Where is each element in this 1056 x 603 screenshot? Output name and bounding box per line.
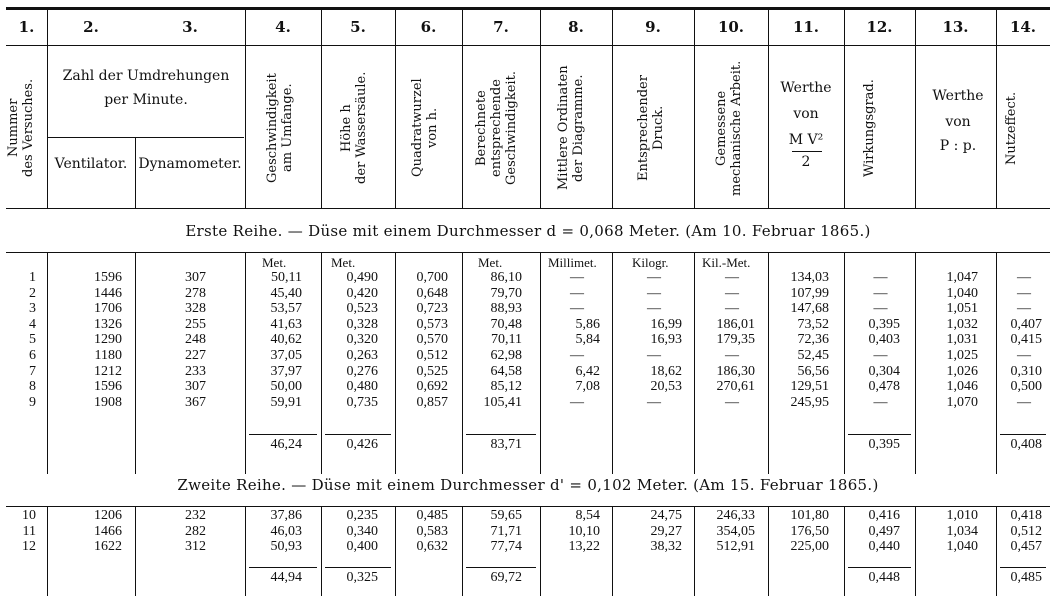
series2-row-cell: 246,33 [716,508,755,523]
series1-row-cell: 186,30 [716,363,755,379]
series2-row-cell: 176,50 [790,523,829,539]
series1-row-cell: 129,51 [790,379,829,395]
series2-row-cell: 29,27 [650,523,682,539]
series1-row-cell: — [725,394,739,410]
series1-row-cell: 0,735 [346,394,378,410]
series1-row-cell: 1212 [94,363,122,379]
series2-mean-underline [1000,567,1046,568]
series1-row-cell: 79,70 [490,285,522,301]
series1-row-cell: 255 [185,316,206,332]
column-divider [694,252,695,474]
column-divider [47,252,48,474]
series2-row-cell: 232 [185,508,206,523]
series2-mean-underline [466,567,536,568]
series1-row-cell: 0,320 [346,332,378,348]
series2-row-cell: 1466 [94,523,122,539]
column-number-rule [6,45,1050,46]
column-divider [395,506,396,596]
header-mv2-werthe: Werthe [780,80,832,96]
series2-row-cell: 37,86 [270,508,302,523]
series1-row-cell: 59,91 [270,394,302,410]
series1-row-cell: — [873,270,888,285]
column-divider [245,252,246,474]
series2-mean-underline [249,567,317,568]
series1-row-cell: 0,478 [868,379,900,395]
column-divider [540,506,541,596]
header-calculated-speed: Berechnete entsprechende Geschwindigkeit. [474,71,519,185]
column-divider [321,10,322,208]
series1-row-cell: 9 [29,394,36,410]
unit-work: Kil.-Met. [702,255,751,270]
series1-row-cell: 1,032 [946,316,978,332]
header-pp-von: von [945,114,971,130]
series2-row-cell: 10,10 [568,523,600,539]
series1-row-cell: 134,03 [790,270,829,285]
series2-mean-value: 69,72 [490,570,522,585]
header-pressure: Entsprechender Druck. [636,75,666,181]
series1-row-cell: — [725,348,739,363]
column-divider [245,506,246,596]
column-divider [996,506,997,596]
series1-row-cell: 179,35 [716,332,755,348]
series1-row-cell: 0,692 [416,379,448,395]
series1-row-cell: 1596 [94,379,122,395]
series1-mean-value: 83,71 [490,437,522,452]
column-number: 5. [350,18,366,36]
series1-row-cell: 0,415 [1010,332,1042,348]
series1-row-cell: 307 [185,379,206,395]
series2-row-cell: 1,010 [946,508,978,523]
series1-row-cell: 1,026 [946,363,978,379]
series1-row-cell: 37,05 [270,348,302,363]
series1-row-cell: 1326 [94,316,122,332]
header-useful-effect: Nutzeffect. [1004,91,1019,165]
series1-row-cell: 1908 [94,394,122,410]
series1-row-cell: 1,025 [946,348,978,363]
series1-row-cell: 0,523 [346,301,378,317]
unit-calc-speed: Met. [478,255,503,270]
header-diagram-ordinates: Mittlere Ordinaten der Diagramme. [556,65,586,191]
series2-row-cell: 77,74 [490,539,522,555]
series2-row-cell: 0,583 [416,523,448,539]
column-number: 1. [18,18,35,36]
series1-row-cell: 278 [185,285,206,301]
series1-row-cell: 1706 [94,301,122,317]
series1-row-cell: — [647,394,661,410]
series1-row-cell: 1,040 [946,285,978,301]
series2-row-cell: 10 [22,508,36,523]
column-divider [694,10,695,208]
series2-row-cell: 1,034 [946,523,978,539]
series1-row-cell: — [725,285,739,301]
series2-row-cell: 1,040 [946,539,978,555]
series1-row-cell: — [1017,394,1031,410]
series2-mean-value: 0,485 [1010,570,1042,585]
series1-row-cell: — [570,285,584,301]
series1-row-cell: 41,63 [270,316,302,332]
series1-row-cell: 62,98 [490,348,522,363]
column-number: 2. [83,18,99,36]
series1-row-cell: 0,310 [1010,363,1042,379]
column-divider [462,252,463,474]
series1-row-cell: 56,56 [797,363,829,379]
series1-row-cell: 72,36 [797,332,829,348]
column-divider [996,10,997,208]
series2-mean-underline [325,567,391,568]
header-mv2-formula: M V² [788,132,824,148]
series1-row-cell: 0,500 [1010,379,1042,395]
series2-row-cell: 0,457 [1010,539,1042,555]
series1-mean-underline [249,434,317,435]
series1-row-cell: 5 [29,332,36,348]
series1-row-cell: — [1017,348,1031,363]
series2-row-cell: 354,05 [716,523,755,539]
series2-mean-value: 44,94 [270,570,302,585]
series1-row-cell: — [873,301,888,317]
column-divider [135,506,136,596]
column-number: 12. [866,18,893,36]
series2-row-cell: 50,93 [270,539,302,555]
series2-row-cell: 0,512 [1010,523,1042,539]
column-number: 6. [420,18,437,36]
column-divider [462,10,463,208]
series1-row-cell: 50,11 [271,270,302,285]
column-divider [395,252,396,474]
series2-row-cell: 0,440 [868,539,900,555]
series1-title: Erste Reihe. — Düse mit einem Durchmesser d = 0,068 Meter. (Am 10. Februar 1865.) [185,222,871,240]
series1-row-cell: 227 [185,348,206,363]
column-divider [844,506,845,596]
series2-row-cell: 38,32 [650,539,682,555]
series1-row-cell: 70,48 [490,316,522,332]
column-number: 13. [942,18,969,36]
series1-row-cell: 186,01 [716,316,755,332]
series1-row-cell: 5,84 [575,332,600,348]
top-rule [6,7,1050,10]
column-divider [612,252,613,474]
series1-row-cell: 0,490 [346,270,378,285]
series1-row-cell: — [570,394,584,410]
series1-mean-underline [466,434,536,435]
series2-mean-value: 0,325 [346,570,378,585]
column-divider [47,506,48,596]
column-divider [135,252,136,474]
series1-row-cell: 70,11 [491,332,522,348]
series1-row-cell: 18,62 [650,363,682,379]
series1-row-cell: — [647,348,661,363]
series1-row-cell: 45,40 [270,285,302,301]
series2-mean-underline [848,567,911,568]
column-divider [321,252,322,474]
column-divider [996,252,997,474]
series2-row-cell: 12 [22,539,36,555]
series1-row-cell: — [873,394,888,410]
series1-row-cell: 328 [185,301,206,317]
series1-row-cell: 1,046 [946,379,978,395]
series1-mean-value: 0,395 [868,437,900,452]
series1-row-cell: 0,263 [346,348,378,363]
column-divider [540,252,541,474]
series1-row-cell: 307 [185,270,206,285]
series1-row-cell: 248 [185,332,206,348]
column-divider [844,252,845,474]
series2-row-cell: 71,71 [490,523,522,539]
series1-mean-value: 0,426 [346,437,378,452]
header-measured-work: Gemessene mechanische Arbeit. [714,60,744,196]
column-number: 7. [493,18,509,36]
column-number: 11. [792,18,820,36]
series1-row-cell: 7 [29,363,36,379]
unit-ordinate: Millimet. [548,255,597,270]
series2-row-cell: 13,22 [568,539,600,555]
series1-row-cell: 0,395 [868,316,900,332]
column-divider [915,252,916,474]
series1-row-cell: 53,57 [270,301,302,317]
series1-row-cell: 0,304 [868,363,900,379]
series2-row-cell: 1206 [94,508,122,523]
series1-row-cell: 0,276 [346,363,378,379]
series1-row-cell: 0,525 [416,363,448,379]
series2-row-cell: 11 [22,523,36,539]
series1-row-cell: — [1017,301,1031,317]
series1-row-cell: 40,62 [270,332,302,348]
column-number: 10. [717,18,745,36]
series1-row-cell: — [647,301,661,317]
header-peripheral-speed: Geschwindigkeit am Umfange. [265,73,295,183]
series1-row-cell: 107,99 [790,285,829,301]
series1-row-cell: 0,420 [346,285,378,301]
series1-row-cell: — [1017,270,1031,285]
series1-row-cell: 64,58 [490,363,522,379]
series1-row-cell: — [1017,285,1031,301]
series1-row-cell: 88,93 [490,301,522,317]
column-divider [915,506,916,596]
series1-row-cell: 105,41 [483,394,522,410]
series1-row-cell: 0,407 [1010,316,1042,332]
column-divider [395,10,396,208]
series1-row-cell: 3 [29,301,36,317]
header-mv2-denominator: 2 [801,154,811,170]
group-header-rule [48,137,244,138]
column-number: 3. [182,18,198,36]
column-divider [321,506,322,596]
series2-title: Zweite Reihe. — Düse mit einem Durchmesser d' = 0,102 Meter. (Am 15. Februar 1865.) [177,476,879,494]
column-divider [915,10,916,208]
series1-row-cell: 16,93 [650,332,682,348]
series1-row-cell: — [873,348,888,363]
header-rotations-group: Zahl der Umdrehungen per Minute. [62,68,230,108]
series1-mean-value: 46,24 [270,437,302,452]
series1-row-cell: 6,42 [575,363,600,379]
series1-row-cell: 270,61 [716,379,755,395]
series1-row-cell: — [570,348,584,363]
series1-row-cell: 1596 [94,270,122,285]
series1-row-cell: 0,857 [416,394,448,410]
series1-row-cell: 2 [29,285,36,301]
column-number: 8. [568,18,584,36]
series1-row-cell: 0,512 [416,348,448,363]
series1-mean-underline [325,434,391,435]
series1-row-cell: 50,00 [270,379,302,395]
series1-row-cell: 0,700 [416,270,448,285]
series1-row-cell: 233 [185,363,206,379]
series1-row-cell: 0,403 [868,332,900,348]
series1-row-cell: 0,723 [416,301,448,317]
column-divider [540,10,541,208]
series1-mean-value: 0,408 [1010,437,1042,452]
header-mv2-von: von [793,106,819,122]
series1-row-cell: 1,031 [946,332,978,348]
series1-row-cell: 1,047 [946,270,978,285]
series1-row-cell: 1,051 [946,301,978,317]
series2-row-cell: 0,632 [416,539,448,555]
series1-row-cell: 0,570 [416,332,448,348]
series1-row-cell: — [725,301,739,317]
series1-row-cell: 7,08 [575,379,600,395]
column-number: 14. [1009,18,1037,36]
series1-row-cell: 8 [29,379,36,395]
series1-row-cell: 1446 [94,285,122,301]
series1-row-cell: 245,95 [790,394,829,410]
series1-row-cell: 367 [185,394,206,410]
series1-row-cell: 5,86 [575,316,600,332]
series2-row-cell: 512,91 [716,539,755,555]
column-divider [612,10,613,208]
series1-row-cell: — [725,270,739,285]
series2-row-cell: 1622 [94,539,122,555]
series2-row-cell: 0,235 [346,508,378,523]
series1-row-cell: 147,68 [790,301,829,317]
series1-top-rule [6,252,1050,253]
series1-row-cell: 85,12 [490,379,522,395]
series2-row-cell: 0,497 [868,523,900,539]
column-divider [245,10,246,208]
series2-row-cell: 0,418 [1010,508,1042,523]
unit-speed: Met. [262,255,287,270]
series1-row-cell: 86,10 [490,270,522,285]
series1-row-cell: — [570,270,584,285]
column-divider [768,506,769,596]
unit-pressure: Kilogr. [632,255,669,270]
series1-row-cell: 0,648 [416,285,448,301]
series2-top-rule [6,506,1050,507]
series1-mean-underline [1000,434,1046,435]
header-bottom-rule [6,208,1050,209]
series1-row-cell: 20,53 [650,379,682,395]
series2-row-cell: 101,80 [790,508,829,523]
series1-row-cell: — [570,301,584,317]
header-trial-number: Nummer des Versuches. [6,78,36,178]
series1-row-cell: 4 [29,316,36,332]
series2-row-cell: 59,65 [490,508,522,523]
series1-row-cell: — [873,285,888,301]
series1-row-cell: 6 [29,348,36,363]
series1-row-cell: 0,573 [416,316,448,332]
series1-row-cell: 37,97 [270,363,302,379]
series1-row-cell: 1,070 [946,394,978,410]
series1-mean-underline [848,434,911,435]
series2-row-cell: 24,75 [650,508,682,523]
series2-row-cell: 225,00 [790,539,829,555]
series1-row-cell: — [647,270,661,285]
series2-row-cell: 0,340 [346,523,378,539]
header-square-root: Quadratwurzel von h. [410,78,440,178]
series1-row-cell: 0,328 [346,316,378,332]
column-divider [694,506,695,596]
header-pp-formula: P : p. [939,138,977,154]
header-efficiency: Wirkungsgrad. [862,79,877,177]
series1-row-cell: 16,99 [650,316,682,332]
column-divider [612,506,613,596]
series2-row-cell: 282 [185,523,206,539]
series1-row-cell: — [647,285,661,301]
series1-row-cell: 1290 [94,332,122,348]
series1-row-cell: 73,52 [797,316,829,332]
series2-row-cell: 0,485 [416,508,448,523]
series1-row-cell: 1 [29,270,36,285]
unit-height: Met. [331,255,356,270]
series2-row-cell: 8,54 [575,508,600,523]
column-number: 9. [645,18,661,36]
series2-row-cell: 0,400 [346,539,378,555]
series1-row-cell: 1180 [94,348,122,363]
series1-row-cell: 52,45 [797,348,829,363]
header-ventilator: Ventilator. [54,156,128,172]
series2-mean-value: 0,448 [868,570,900,585]
series2-row-cell: 0,416 [868,508,900,523]
header-water-column: Höhe h der Wassersäule. [339,71,369,185]
header-pp-werthe: Werthe [932,88,984,104]
header-dynamometer: Dynamometer. [138,156,242,172]
column-divider [462,506,463,596]
series2-row-cell: 46,03 [270,523,302,539]
series2-row-cell: 312 [185,539,206,555]
column-number: 4. [275,18,291,36]
series1-row-cell: 0,480 [346,379,378,395]
column-divider [844,10,845,208]
column-divider [768,252,769,474]
